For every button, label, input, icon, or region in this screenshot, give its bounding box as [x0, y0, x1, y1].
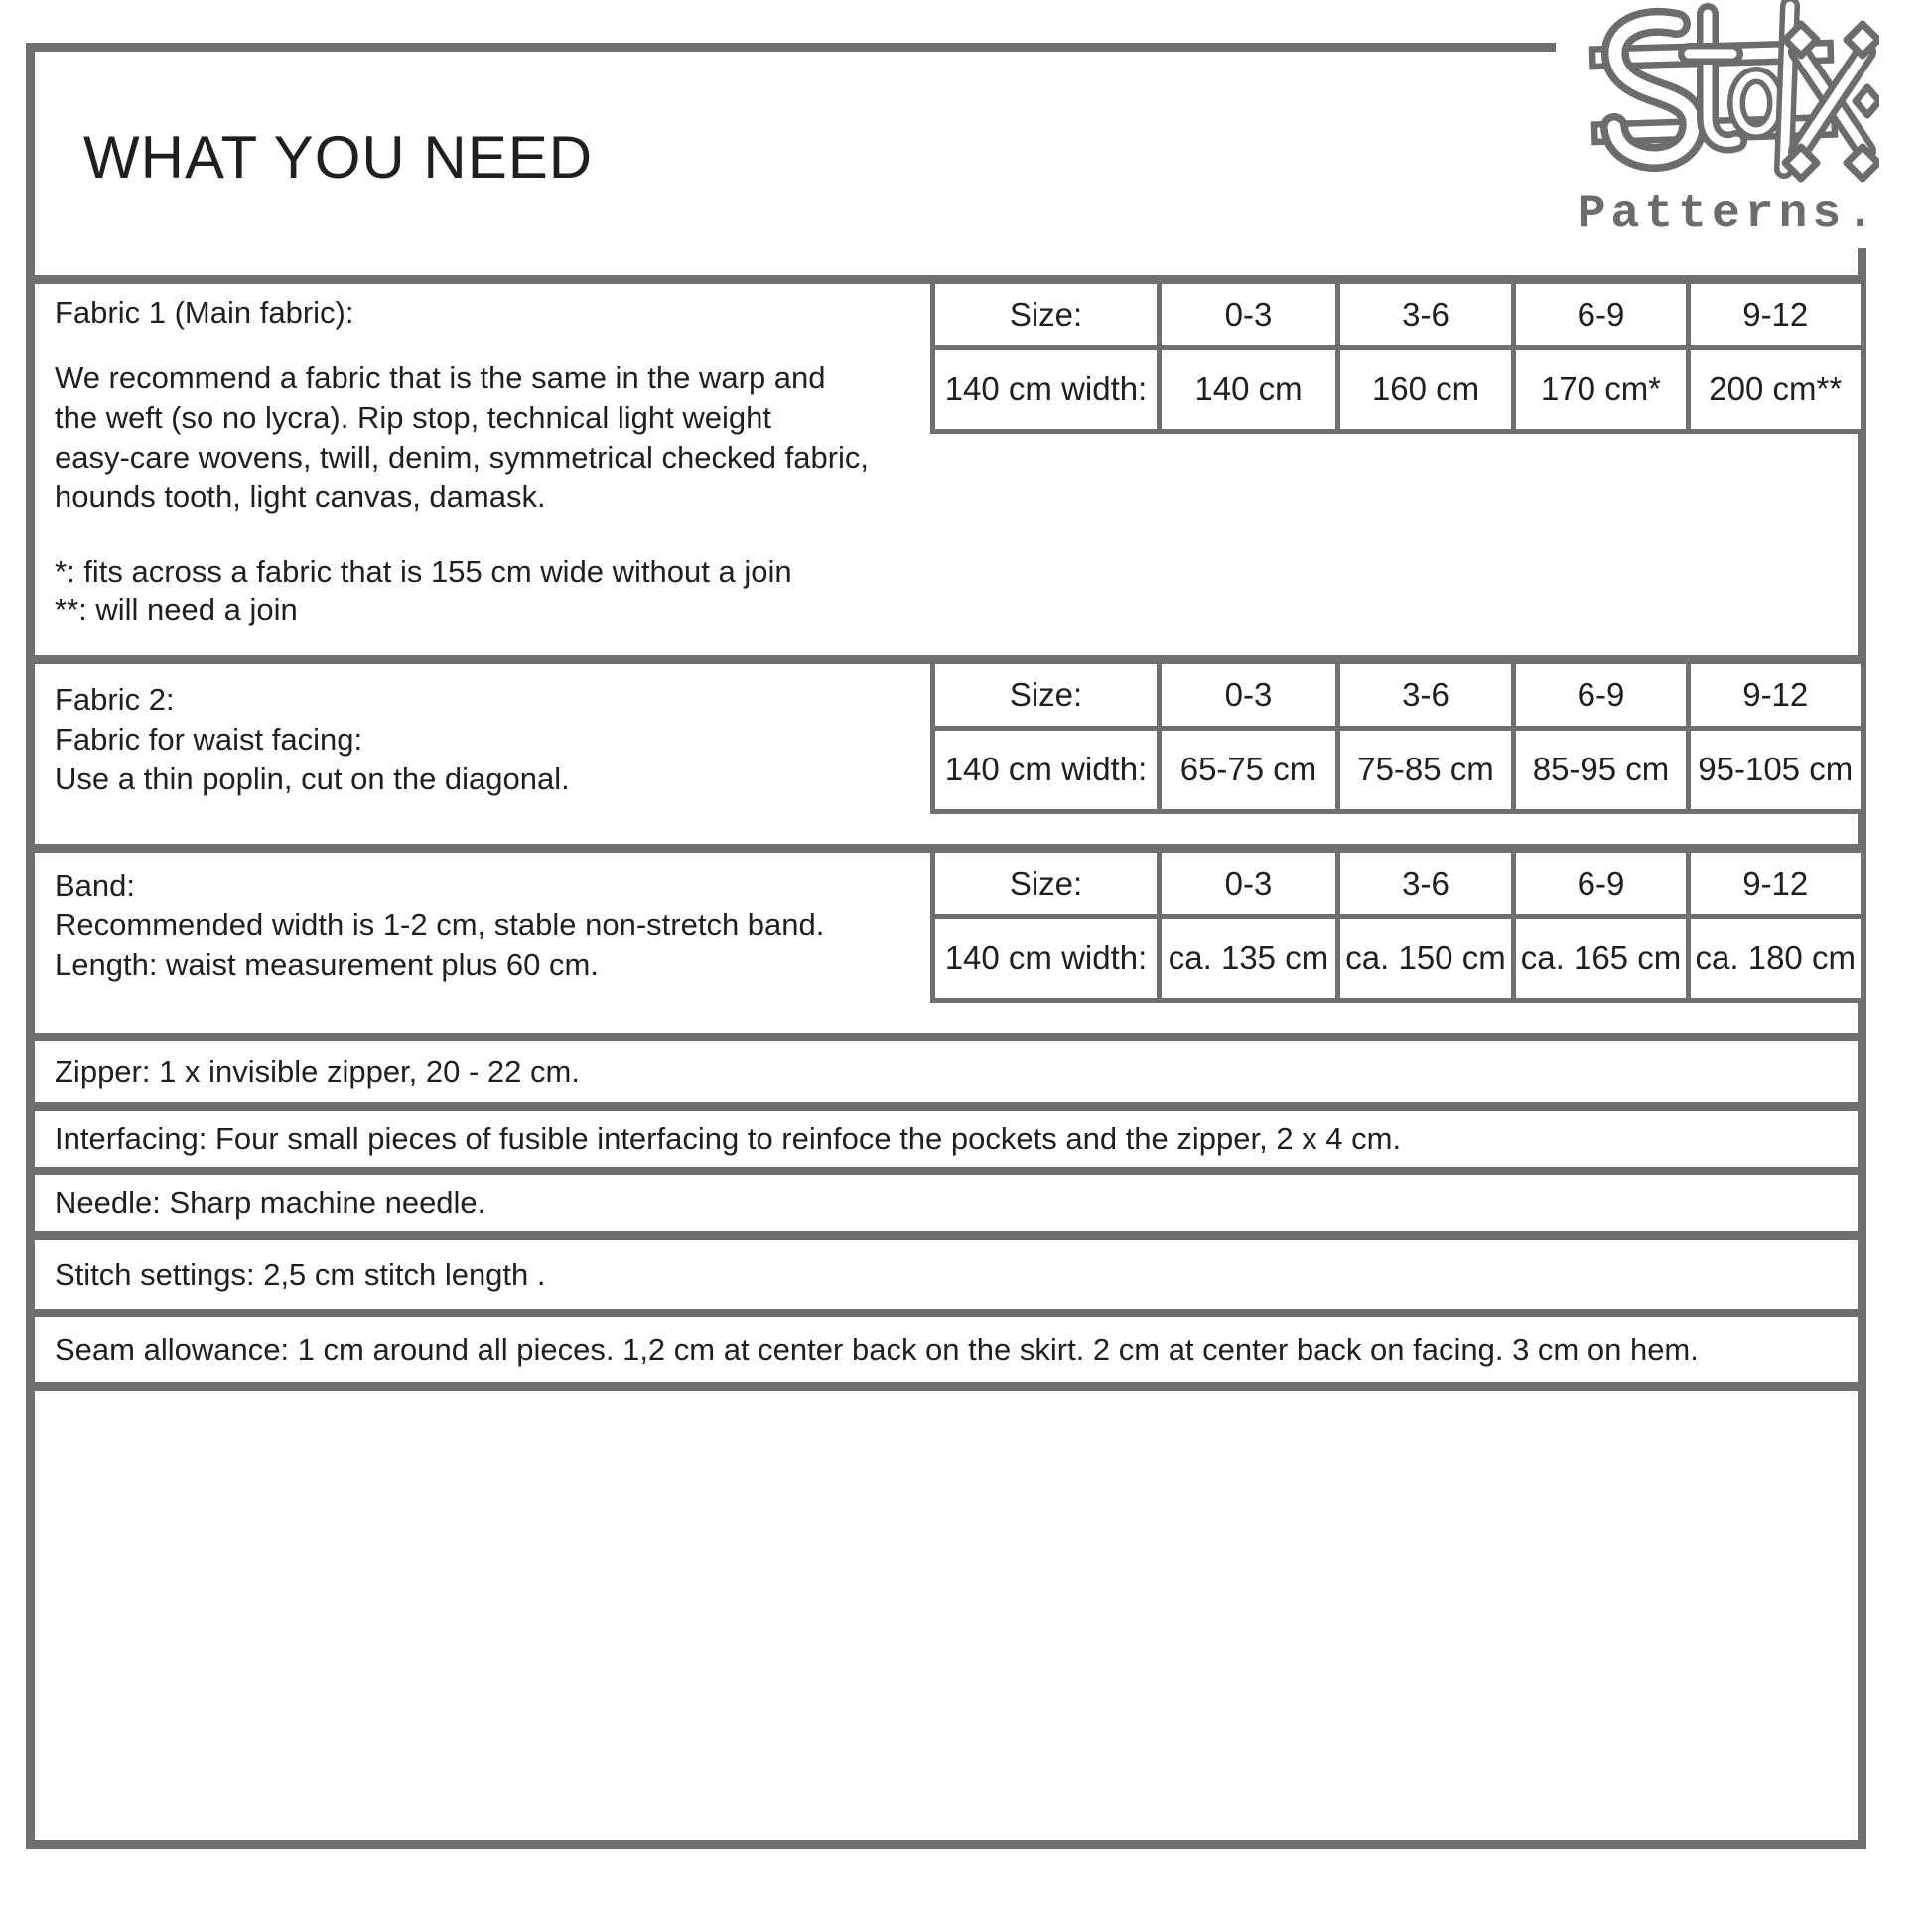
section-divider	[35, 1102, 1858, 1111]
section-divider	[35, 1309, 1858, 1317]
row-interfacing-text: Interfacing: Four small pieces of fusible interfacing to reinfoce the pockets and the zipper, 2 x 4 cm.	[55, 1121, 1402, 1156]
brand-tagline: Patterns.	[1577, 188, 1879, 241]
spacer	[55, 517, 869, 553]
table-value-cell: 140 cm width:	[933, 347, 1160, 431]
top-border	[26, 43, 1562, 52]
table-header-cell: Size:	[933, 284, 1160, 347]
table-header-cell: 3-6	[1338, 284, 1514, 347]
section-fabric-1	[55, 293, 869, 628]
table-header-cell: 0-3	[1160, 664, 1338, 728]
table-header-cell: 6-9	[1514, 664, 1689, 728]
section-divider	[35, 275, 1858, 284]
table-value-cell: 160 cm	[1338, 347, 1514, 431]
section-divider	[35, 1167, 1858, 1175]
row-stitch-settings	[35, 1240, 1858, 1309]
fabric-1-body-line: the weft (so no lycra). Rip stop, technical light weight	[55, 400, 771, 435]
fabric-1-body-line: hounds tooth, light canvas, damask.	[55, 480, 546, 514]
fabric-1-body-line: We recommend a fabric that is the same in the warp and	[55, 360, 826, 395]
fabric-1-size-table	[930, 284, 1861, 434]
table-header-cell: 6-9	[1514, 284, 1689, 347]
row-interfacing	[35, 1111, 1858, 1167]
table-header-cell: 9-12	[1689, 853, 1861, 916]
table-header-cell: Size:	[933, 664, 1160, 728]
row-needle-text: Needle: Sharp machine needle.	[55, 1185, 486, 1220]
table-value-cell: 200 cm**	[1689, 347, 1861, 431]
table-value-cell: 75-85 cm	[1338, 728, 1514, 811]
band-heading: Band:	[55, 868, 136, 902]
row-zipper-text: Zipper: 1 x invisible zipper, 20 - 22 cm.	[55, 1053, 580, 1089]
fabric-1-body-line: easy-care wovens, twill, denim, symmetrical checked fabric,	[55, 440, 870, 475]
band-size-table	[930, 853, 1861, 1003]
section-divider	[35, 844, 1858, 853]
table-value-cell: 140 cm	[1160, 347, 1338, 431]
table-value-cell: ca. 180 cm	[1689, 916, 1861, 1000]
band-body-line: Recommended width is 1-2 cm, stable non-stretch band.	[55, 907, 825, 942]
table-value-cell: 65-75 cm	[1160, 728, 1338, 811]
fabric-1-footnote: **: will need a join	[55, 592, 298, 626]
table-header-cell: 9-12	[1689, 664, 1861, 728]
section-divider	[35, 1231, 1858, 1240]
table-value-cell: 140 cm width:	[933, 916, 1160, 1000]
table-value-cell: 95-105 cm	[1689, 728, 1861, 811]
fabric-2-heading: Fabric 2:	[55, 682, 175, 717]
table-value-cell: ca. 150 cm	[1338, 916, 1514, 1000]
row-needle	[35, 1175, 1858, 1231]
page-title: WHAT YOU NEED	[83, 124, 594, 191]
section-divider	[35, 1382, 1858, 1391]
fabric-1-heading: Fabric 1 (Main fabric):	[55, 295, 354, 330]
row-stitch-settings-text: Stitch settings: 2,5 cm stitch length .	[55, 1256, 546, 1292]
fabric-2-body-line: Use a thin poplin, cut on the diagonal.	[55, 761, 570, 796]
section-fabric-2	[55, 680, 570, 799]
section-divider	[35, 655, 1858, 664]
section-band	[55, 866, 824, 985]
spacer	[55, 333, 869, 358]
table-header-cell: 3-6	[1338, 664, 1514, 728]
table-value-cell: 170 cm*	[1514, 347, 1689, 431]
table-value-cell: ca. 165 cm	[1514, 916, 1689, 1000]
row-zipper	[35, 1041, 1858, 1102]
row-seam-allowance-text: Seam allowance: 1 cm around all pieces. 1,2 cm at center back on the skirt. 2 cm at center back on facing. 3 cm on hem.	[55, 1331, 1699, 1367]
table-header-cell: 3-6	[1338, 853, 1514, 916]
table-header-cell: 9-12	[1689, 284, 1861, 347]
band-body-line: Length: waist measurement plus 60 cm.	[55, 947, 599, 982]
table-value-cell: ca. 135 cm	[1160, 916, 1338, 1000]
section-divider	[35, 1033, 1858, 1041]
fabric-2-size-table	[930, 664, 1861, 814]
fabric-1-footnote: *: fits across a fabric that is 155 cm wide without a join	[55, 554, 792, 589]
stox-logo-icon	[1582, 0, 1879, 191]
table-header-cell: 0-3	[1160, 853, 1338, 916]
table-value-cell: 85-95 cm	[1514, 728, 1689, 811]
brand-block	[1556, 0, 1881, 248]
row-seam-allowance	[35, 1317, 1858, 1382]
fabric-2-body-line: Fabric for waist facing:	[55, 722, 363, 757]
table-header-cell: Size:	[933, 853, 1160, 916]
table-header-cell: 0-3	[1160, 284, 1338, 347]
table-value-cell: 140 cm width:	[933, 728, 1160, 811]
table-header-cell: 6-9	[1514, 853, 1689, 916]
